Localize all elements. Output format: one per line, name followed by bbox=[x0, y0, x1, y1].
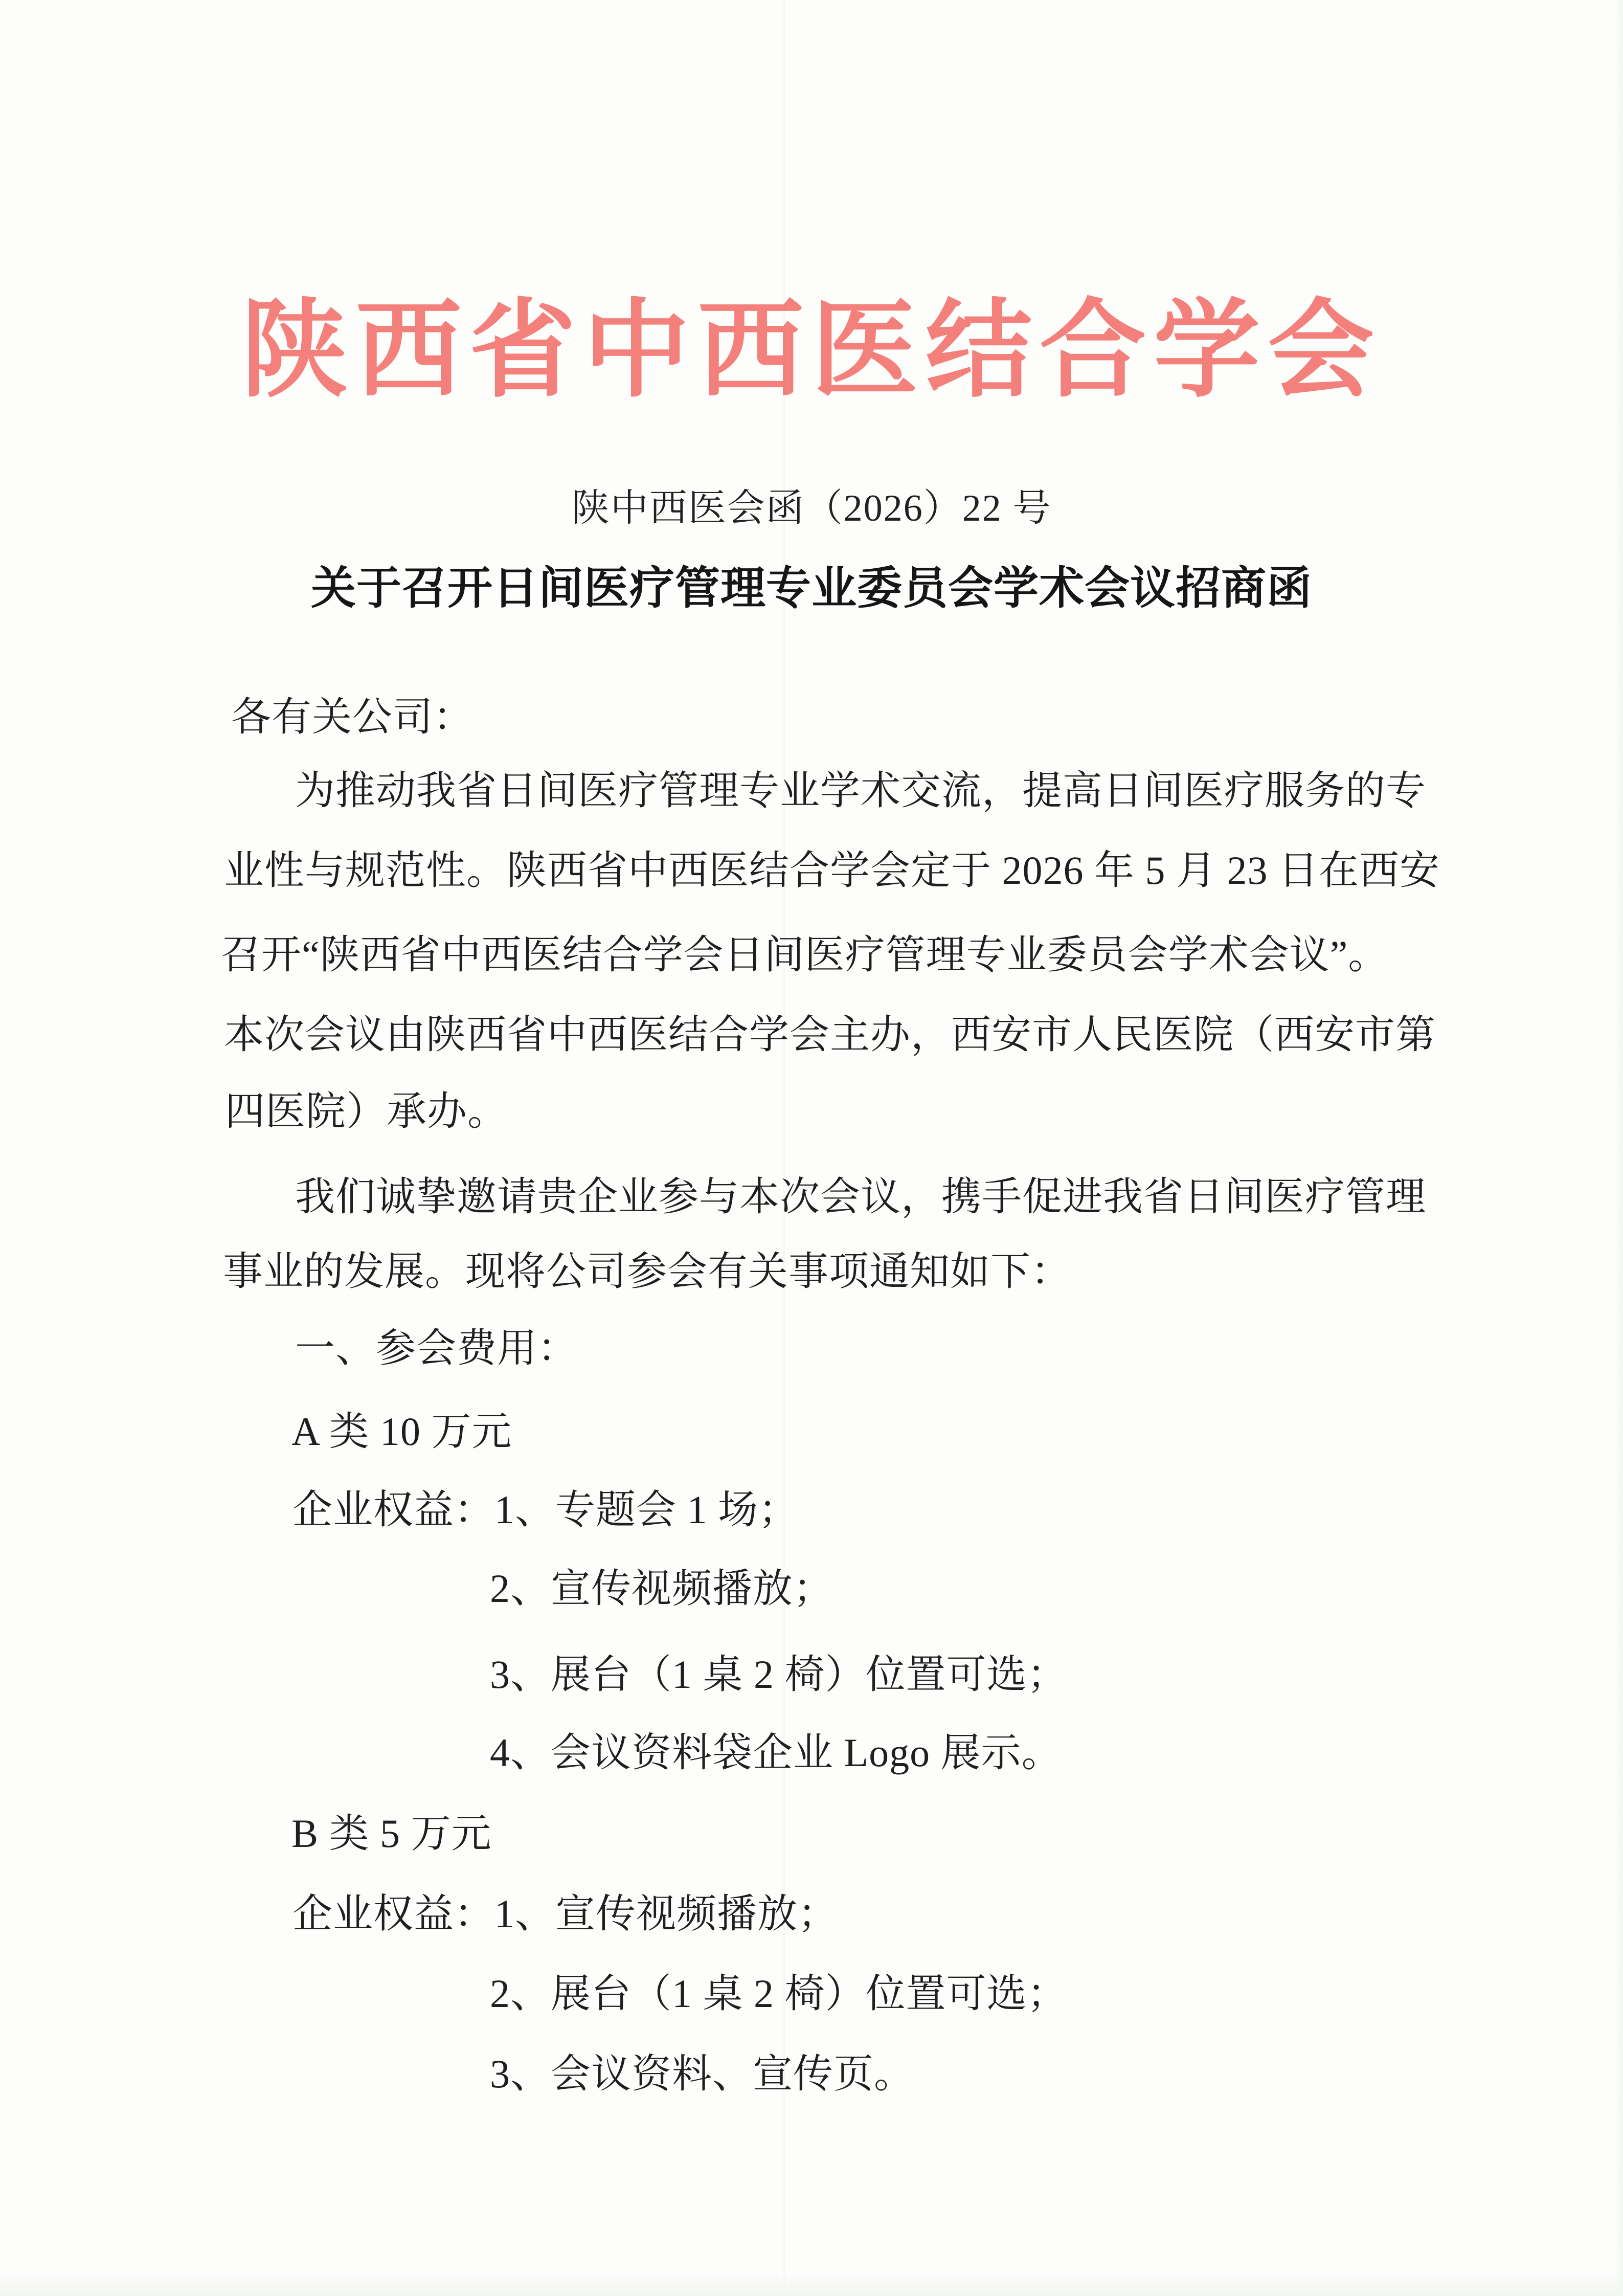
paragraph-2-line-2: 事业的发展。现将公司参会有关事项通知如下： bbox=[223, 1249, 1072, 1294]
paragraph-1-line-3: 召开“陕西省中西医结合学会日间医疗管理专业委员会学术会议”。 bbox=[221, 932, 1389, 977]
class-a-benefit-3: 3、展台（1 桌 2 椅）位置可选； bbox=[490, 1652, 1068, 1697]
scan-bottom-edge-shadow bbox=[0, 2271, 1623, 2296]
paragraph-2-line-1: 我们诚挚邀请贵企业参与本次会议，携手促进我省日间医疗管理 bbox=[295, 1174, 1427, 1219]
salutation: 各有关公司： bbox=[231, 695, 474, 739]
class-b-benefit-3: 3、会议资料、宣传页。 bbox=[490, 2052, 915, 2096]
class-a-benefit-4: 4、会议资料袋企业 Logo 展示。 bbox=[490, 1730, 1062, 1775]
document-title: 关于召开日间医疗管理专业委员会学术会议招商函 bbox=[310, 564, 1312, 614]
document-number: 陕中西医会函（2026）22 号 bbox=[571, 487, 1052, 529]
paragraph-1-line-4: 本次会议由陕西省中西医结合学会主办，西安市人民医院（西安市第 bbox=[224, 1012, 1436, 1057]
fee-class-a: A 类 10 万元 bbox=[291, 1409, 512, 1454]
class-a-benefit-1: 企业权益：1、专题会 1 场； bbox=[292, 1487, 799, 1532]
class-b-benefit-2: 2、展台（1 桌 2 椅）位置可选； bbox=[490, 1971, 1068, 2016]
class-b-benefit-1: 企业权益：1、宣传视频播放； bbox=[292, 1891, 839, 1936]
scan-fold-artifact bbox=[783, 0, 785, 2296]
fee-class-b: B 类 5 万元 bbox=[291, 1811, 492, 1856]
section-1-heading: 一、参会费用： bbox=[295, 1326, 578, 1370]
class-a-benefit-2: 2、宣传视频播放； bbox=[490, 1566, 834, 1611]
scan-right-edge-shadow bbox=[1616, 0, 1623, 2296]
paragraph-1-line-5: 四医院）承办。 bbox=[225, 1089, 508, 1133]
paragraph-1-line-2: 业性与规范性。陕西省中西医结合学会定于 2026 年 5 月 23 日在西安 bbox=[224, 848, 1440, 893]
letterhead-org-name: 陕西省中西医结合学会 bbox=[241, 292, 1382, 410]
paragraph-1-line-1: 为推动我省日间医疗管理专业学术交流，提高日间医疗服务的专 bbox=[295, 768, 1427, 813]
